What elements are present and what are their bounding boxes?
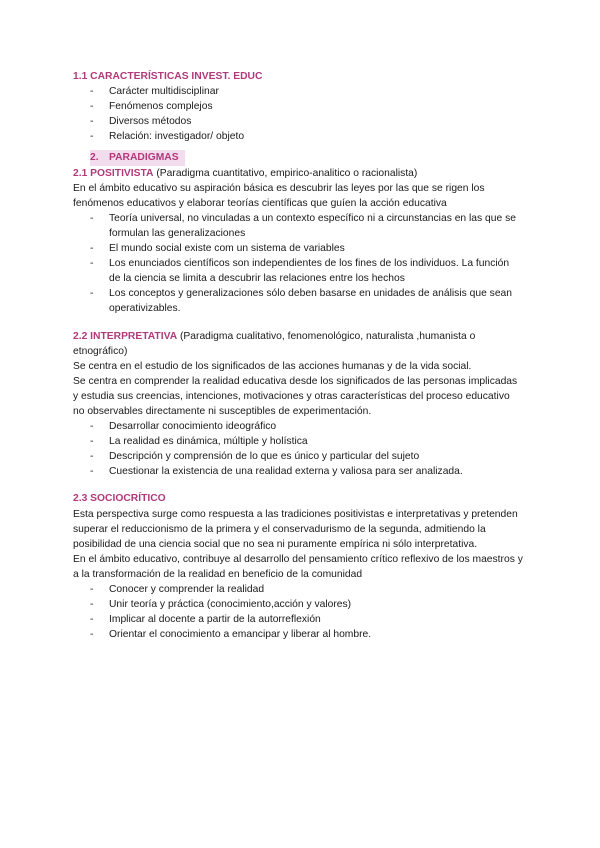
- heading-1-1: 1.1 CARACTERÍSTICAS INVEST. EDUC: [73, 71, 263, 82]
- list-item: - Los conceptos y generalizaciones sólo deben basarse en unidades de análisis que sean operativizables.: [73, 286, 523, 316]
- heading-2-2-title: 2.2 INTERPRETATIVA: [73, 330, 178, 342]
- list-2-2: [73, 419, 523, 479]
- heading-2-3: 2.3 SOCIOCRÍTICO: [73, 493, 166, 505]
- list-item: - Carácter multidisciplinar: [73, 84, 523, 99]
- list-2-1: [73, 211, 523, 317]
- list-item: - Teoría universal, no vinculadas a un contexto específico ni a circunstancias en las que se formulan las generalizaciones: [73, 211, 523, 241]
- list-2-3: [73, 582, 523, 642]
- heading-2-1-title: 2.1 POSITIVISTA: [73, 167, 154, 179]
- list-item: - Cuestionar la existencia de una realidad externa y valiosa para ser analizada.: [73, 464, 523, 479]
- heading-2-title: PARADIGMAS: [109, 152, 179, 164]
- heading-2-2: [73, 329, 523, 359]
- list-item: - Orientar el conocimiento a emancipar y liberar al hombre.: [73, 627, 523, 642]
- list-item: - Implicar al docente a partir de la autorreflexión: [73, 612, 523, 627]
- heading-2-number: 2.: [90, 152, 99, 164]
- heading-2-1-subtitle: (Paradigma cuantitativo, empirico-analitico o racionalista): [153, 167, 418, 179]
- list-item: - Descripción y comprensión de lo que es único y particular del sujeto: [73, 449, 523, 464]
- list-item: - La realidad es dinámica, múltiple y holística: [73, 434, 523, 449]
- list-item: - Los enunciados científicos son independientes de los fines de los individuos. La función de la ciencia se limita a descubrir las relaciones entre los hechos: [73, 256, 523, 286]
- paragraph: Se centra en el estudio de los significados de las acciones humanas y de la vida social.: [73, 360, 472, 372]
- paragraph: Se centra en comprender la realidad educativa desde los significados de las personas implicadas y estudia sus creencias, intenciones, motivaciones y otras características del proceso educativo no observables directamente ni susceptibles de experimentación.: [73, 375, 518, 417]
- document-content: [73, 69, 523, 642]
- paragraph: En el ámbito educativo, contribuye al desarrollo del pensamiento crítico reflexivo de los maestros y a la transformación de la realidad en beneficio de la comunidad: [73, 553, 523, 580]
- list-item: - Diversos métodos: [73, 114, 523, 129]
- heading-2: [73, 150, 523, 165]
- list-1-1: [73, 84, 523, 144]
- heading-2-highlight: [90, 150, 185, 165]
- list-item: - Relación: investigador/ objeto: [73, 129, 523, 144]
- heading-2-1: [73, 166, 523, 181]
- list-item: - Unir teoría y práctica (conocimiento,acción y valores): [73, 597, 523, 612]
- list-item: - El mundo social existe com un sistema de variables: [73, 241, 523, 256]
- list-item: - Fenómenos complejos: [73, 99, 523, 114]
- list-item: - Desarrollar conocimiento ideográfico: [73, 419, 523, 434]
- heading-2-2-subtitle: (Paradigma cualitativo, fenomenológico, naturalista ,humanista o etnográfico): [73, 330, 476, 357]
- list-item: - Conocer y comprender la realidad: [73, 582, 523, 597]
- paragraph: Esta perspectiva surge como respuesta a las tradiciones positivistas e interpretativas y pretenden superar el reduccionismo de la primera y el conservadurismo de la segunda, admitiendo la posibilidad de una ciencia social que no sea ni puramente empírica ni sólo interpretativa.: [73, 508, 518, 550]
- paragraph: En el ámbito educativo su aspiración básica es descubrir las leyes por las que se rigen los fenómenos educativos y elaborar teorías científicas que guíen la acción educativa: [73, 182, 485, 209]
